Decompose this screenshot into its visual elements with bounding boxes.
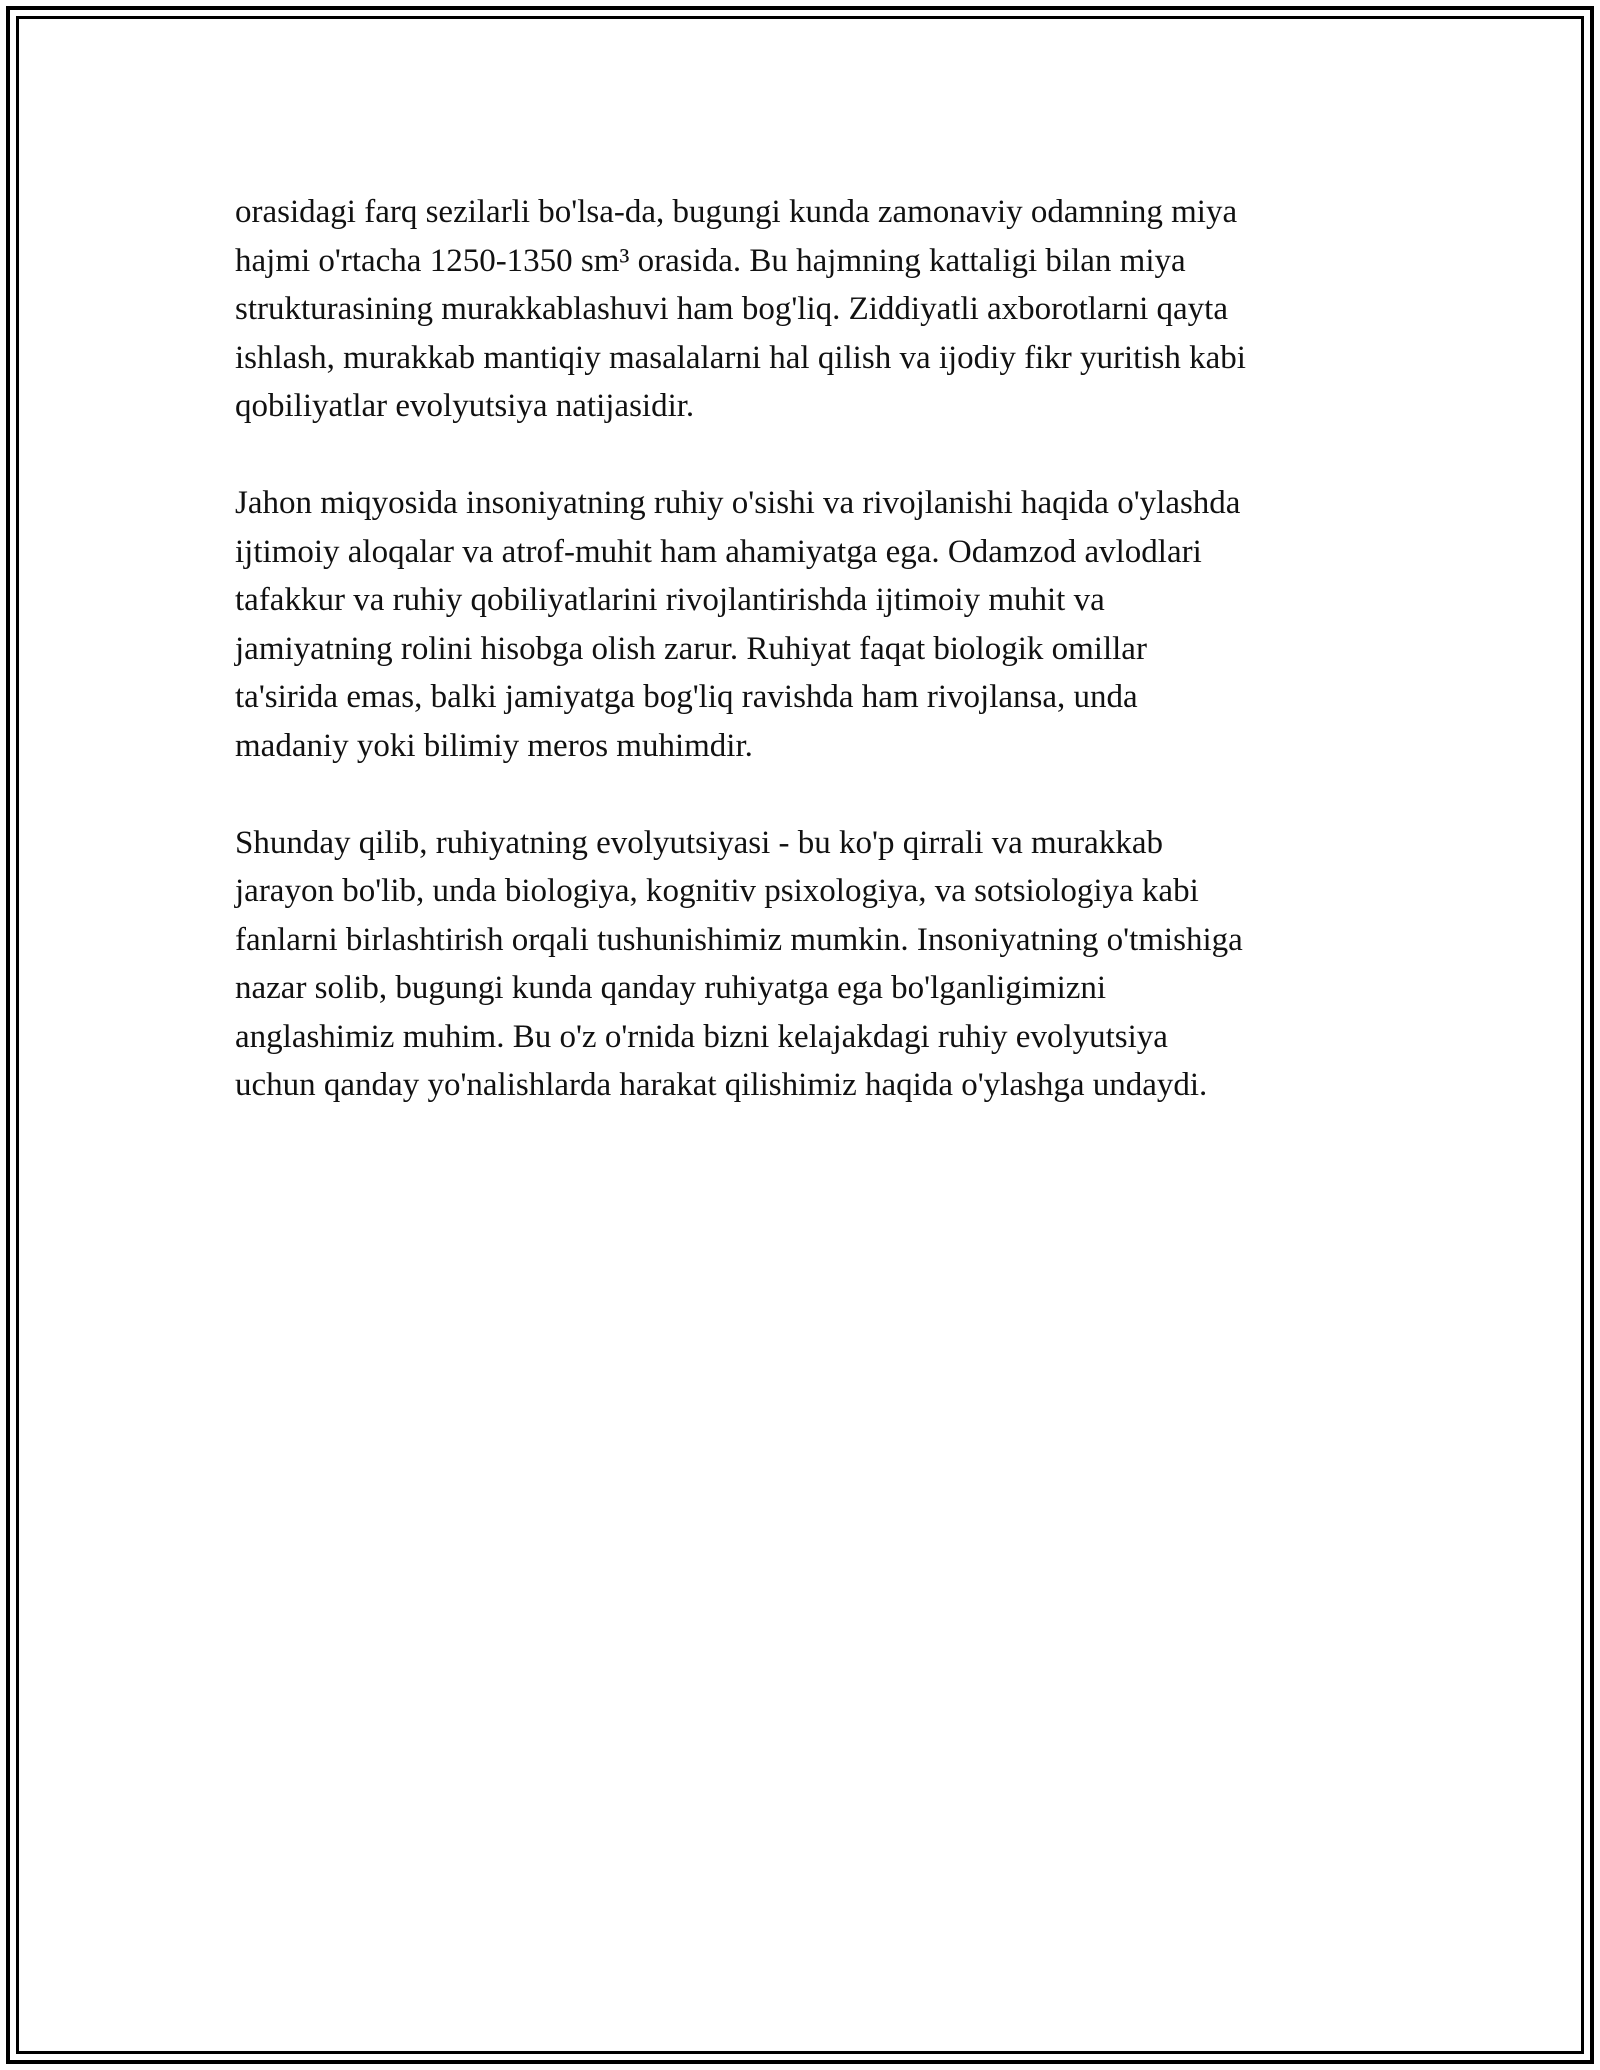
text-line: tafakkur va ruhiy qobiliyatlarini rivojlantirishda ijtimoiy muhit va <box>235 582 1105 618</box>
text-line: qobiliyatlar evolyutsiya natijasidir. <box>235 388 695 424</box>
text-line: nazar solib, bugungi kunda qanday ruhiyatga ega bo'lganligimizni <box>235 970 1107 1006</box>
paragraph-3 <box>235 819 1375 1110</box>
text-line: ishlash, murakkab mantiqiy masalalarni hal qilish va ijodiy fikr yuritish kabi <box>235 339 1246 376</box>
text-line: Jahon miqyosida insoniyatning ruhiy o'sishi va rivojlanishi haqida o'ylashda <box>235 485 1241 521</box>
text-line: Shunday qilib, ruhiyatning evolyutsiyasi - bu ko'p qirrali va murakkab <box>235 824 1163 861</box>
text-line: jarayon bo'lib, unda biologiya, kognitiv psixologiya, va sotsiologiya kabi <box>235 873 1199 909</box>
text-line: jamiyatning rolini hisobga olish zarur. Ruhiyat faqat biologik omillar <box>235 630 1147 667</box>
text-line: fanlarni birlashtirish orqali tushunishimiz mumkin. Insoniyatning o'tmishiga <box>235 921 1243 958</box>
text-line: hajmi o'rtacha 1250-1350 sm³ orasida. Bu hajmning kattaligi bilan miya <box>235 242 1186 279</box>
text-line: orasidagi farq sezilarli bo'lsa-da, bugungi kunda zamonaviy odamning miya <box>235 194 1238 230</box>
paragraph-2 <box>235 479 1375 770</box>
document-body <box>235 188 1375 1158</box>
text-line: ta'sirida emas, balki jamiyatga bog'liq ravishda ham rivojlansa, unda <box>235 679 1138 715</box>
text-line: ijtimoiy aloqalar va atrof-muhit ham ahamiyatga ega. Odamzod avlodlari <box>235 533 1202 570</box>
paragraph-1 <box>235 188 1375 431</box>
text-line: strukturasining murakkablashuvi ham bog'liq. Ziddiyatli axborotlarni qayta <box>235 291 1228 327</box>
text-line: madaniy yoki bilimiy meros muhimdir. <box>235 727 753 764</box>
text-line: uchun qanday yo'nalishlarda harakat qilishimiz haqida o'ylashga undaydi. <box>235 1067 1208 1103</box>
text-line: anglashimiz muhim. Bu o'z o'rnida bizni kelajakdagi ruhiy evolyutsiya <box>235 1018 1168 1055</box>
